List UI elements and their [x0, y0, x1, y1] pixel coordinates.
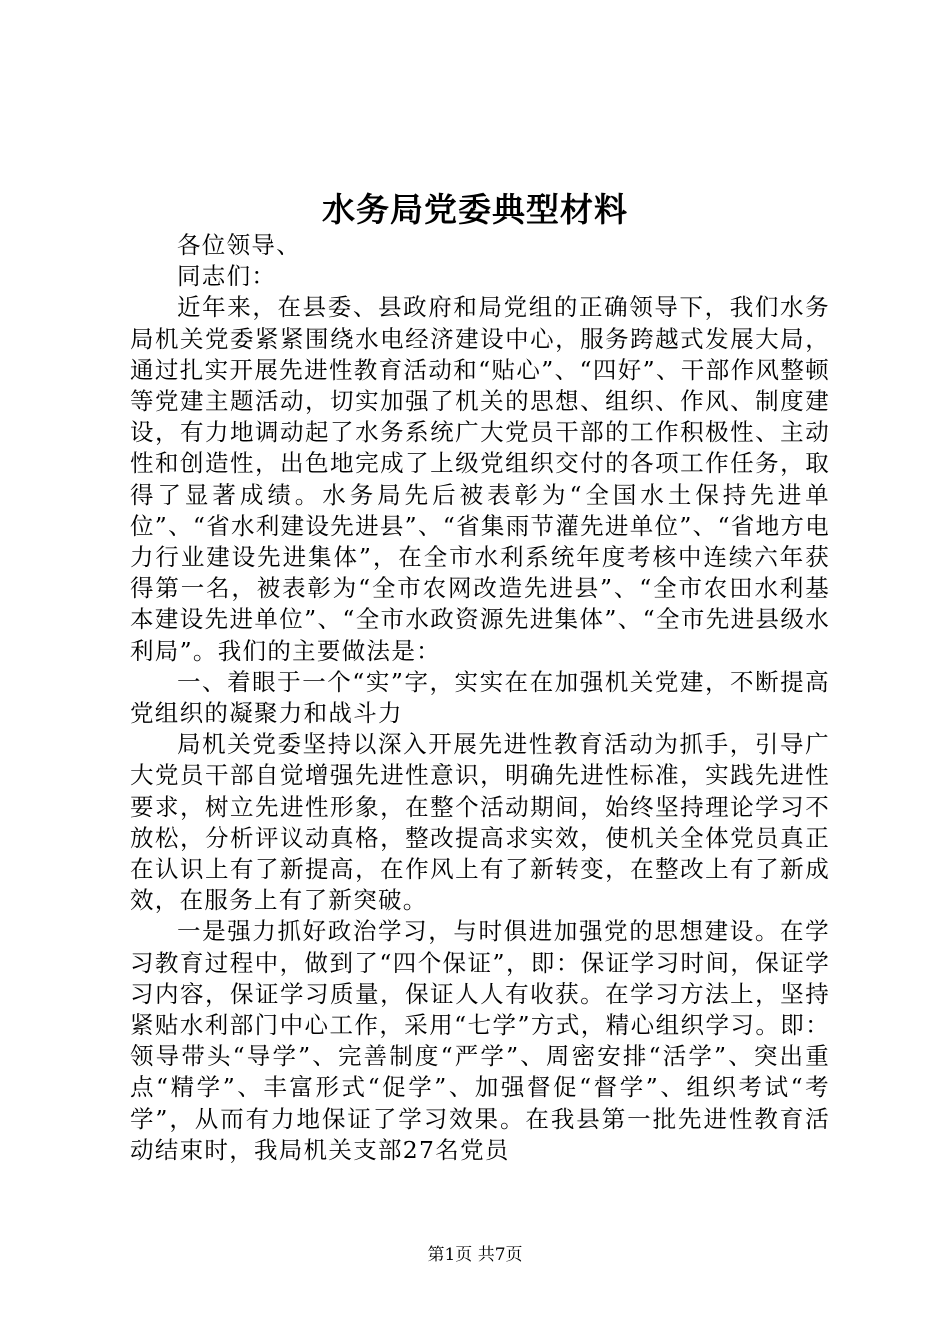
section-heading-1: 一、着眼于一个“实”字，实实在在加强机关党建，不断提高党组织的凝聚力和战斗力 [130, 667, 830, 728]
section-1-paragraph: 局机关党委坚持以深入开展先进性教育活动为抓手，引导广大党员干部自觉增强先进性意识，明确先进性标准，实践先进性要求，树立先进性形象，在整个活动期间，始终坚持理论学习不放松，分析评议动真格，整改提高求实效，使机关全体党员真正在认识上有了新提高，在作风上有了新转变，在整改上有了新成效，在服务上有了新突破。 [130, 730, 830, 915]
salutation-line-1: 各位领导、 [177, 231, 301, 259]
salutation-line-2: 同志们： [177, 262, 277, 291]
document-title: 水务局党委典型材料 [322, 190, 628, 229]
intro-paragraph: 近年来，在县委、县政府和局党组的正确领导下，我们水务局机关党委紧紧围绕水电经济建设中心，服务跨越式发展大局，通过扎实开展先进性教育活动和“贴心”、“四好”、干部作风整顿等党建主题活动，切实加强了机关的思想、组织、作风、制度建设，有力地调动起了水务系统广大党员干部的工作积极性、主动性和创造性，出色地完成了上级党组织交付的各项工作任务，取得了显著成绩。水务局先后被表彰为“全国水土保持先进单位”、“省水利建设先进县”、“省集雨节灌先进单位”、“省地方电力行业建设先进集体”，在全市水利系统年度考核中连续六年获得第一名，被表彰为“全市农网改造先进县”、“全市农田水利基本建设先进单位”、“全市水政资源先进集体”、“全市先进县级水利局”。我们的主要做法是： [130, 293, 830, 665]
document-body [130, 230, 830, 1166]
point-1-paragraph: 一是强力抓好政治学习，与时俱进加强党的思想建设。在学习教育过程中，做到了“四个保证”，即：保证学习时间，保证学习内容，保证学习质量，保证人人有收获。在学习方法上，坚持紧贴水利部门中心工作，采用“七学”方式，精心组织学习。即：领导带头“导学”、完善制度“严学”、周密安排“活学”、突出重点“精学”、丰富形式“促学”、加强督促“督学”、组织考试“考学”，从而有力地保证了学习效果。在我县第一批先进性教育活动结束时，我局机关支部27名党员 [130, 917, 830, 1164]
page-number-footer: 第1页 共7页 [427, 1245, 523, 1265]
